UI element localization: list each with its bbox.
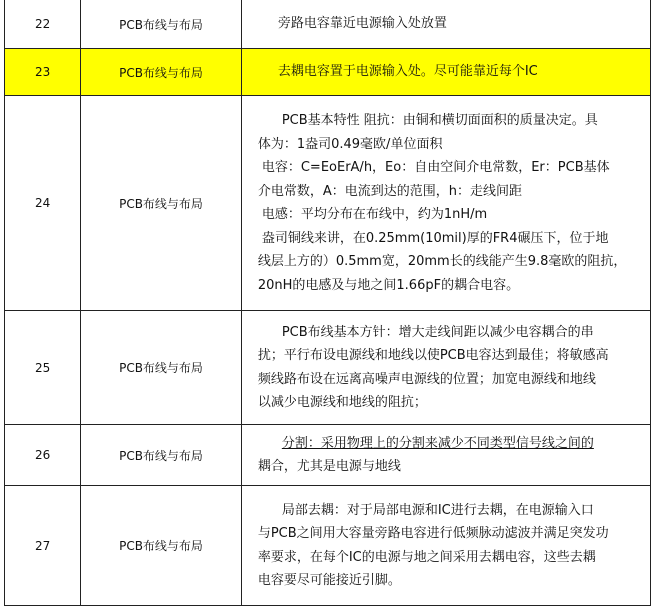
row-category: PCB布线与布局 (81, 311, 242, 425)
row-description (241, 425, 650, 486)
row-category: PCB布线与布局 (81, 96, 242, 311)
description-line: 线层上方的）0.5mm宽，20mm长的线能产生9.8毫欧的阻抗， (257, 254, 627, 269)
table-row (5, 311, 651, 425)
description-line: 频线路布设在远离高噪声电源线的位置；加宽电源线和地线 (257, 371, 596, 387)
row-category: PCB布线与布局 (81, 49, 242, 96)
table-row-highlighted (5, 49, 651, 96)
description-line: 率要求，在每个IC的电源与地之间采用去耦电容，这些去耦 (257, 549, 596, 565)
description-line: PCB布线基本方针：增大走线间距以减少电容耦合的串 (281, 324, 594, 340)
description-line: 与PCB之间用大容量旁路电容进行低频脉动滤波并满足突发功 (257, 526, 609, 541)
row-category: PCB布线与布局 (81, 425, 242, 486)
description-line: 20nH的电感及与地之间1.66pF的耦合电容。 (257, 277, 520, 293)
row-number: 26 (5, 425, 81, 486)
row-number: 22 (5, 0, 81, 49)
description-line: 介电常数，A：电流到达的范围，h：走线间距 (257, 183, 522, 199)
description-line: PCB基本特性 阻抗：由铜和横切面面积的质量决定。具 (281, 113, 598, 128)
row-number: 27 (5, 486, 81, 606)
description-line: 去耦电容置于电源输入处。尽可能靠近每个IC (277, 64, 538, 80)
description-line: 旁路电容靠近电源输入处放置 (277, 16, 447, 32)
description-line: 耦合，尤其是电源与地线 (257, 459, 401, 474)
row-number: 25 (5, 311, 81, 425)
description-line: 电容：C=EoErA/h，Eo：自由空间介电常数，Er：PCB基体 (261, 160, 610, 175)
description-line: 分割：采用物理上的分割来减少不同类型信号线之间的 (281, 435, 594, 451)
row-description (241, 311, 650, 425)
row-description (241, 486, 650, 606)
description-line: 盎司铜线来讲，在0.25mm(10mil)厚的FR4碾压下，位于地 (261, 230, 609, 246)
table-row (5, 96, 651, 311)
description-line: 以减少电源线和地线的阻抗； (257, 395, 427, 410)
description-line: 电感：平均分布在布线中，约为1nH/m (261, 207, 488, 222)
row-number: 24 (5, 96, 81, 311)
table-row (5, 0, 651, 49)
row-category: PCB布线与布局 (81, 0, 242, 49)
row-description (241, 49, 650, 96)
description-line: 体为：1盎司0.49毫欧/单位面积 (257, 136, 443, 152)
description-line: 局部去耦：对于局部电源和IC进行去耦，在电源输入口 (281, 502, 594, 518)
row-number: 23 (5, 49, 81, 96)
description-line: 电容要尽可能接近引脚。 (257, 573, 401, 588)
row-description (241, 0, 650, 49)
row-description (241, 96, 650, 311)
table-row (5, 425, 651, 486)
row-category: PCB布线与布局 (81, 486, 242, 606)
table-row (5, 486, 651, 606)
spec-table (4, 0, 651, 606)
description-line: 扰；平行布设电源线和地线以使PCB电容达到最佳；将敏感高 (257, 348, 609, 363)
